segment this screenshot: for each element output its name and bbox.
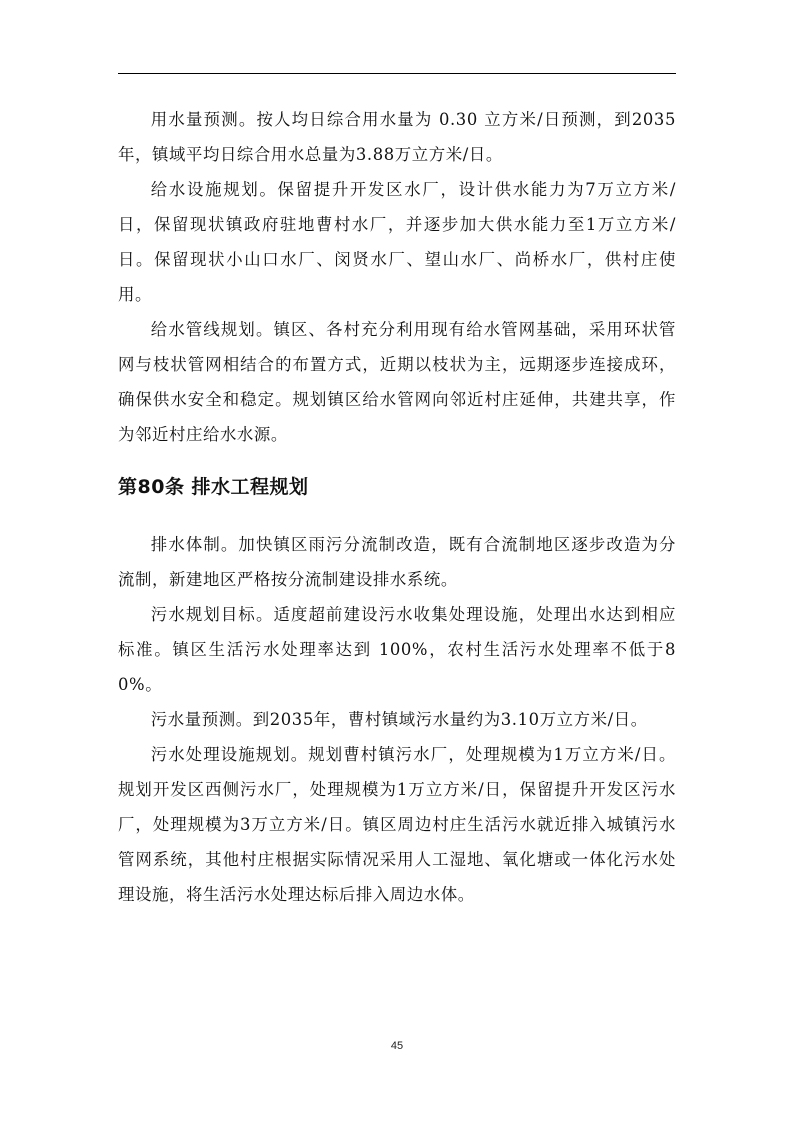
paragraph-sewage-facilities: 污水处理设施规划。规划曹村镇污水厂，处理规模为1万立方米/日。规划开发区西侧污水厂，处理规模为1万立方米/日，保留提升开发区污水厂，处理规模为3万立方米/日。镇区周边村庄生活污水就近排入城镇污水管网系统，其他村庄根据实际情况采用人工湿地、氧化塘或一体化污水处理设施，将生活污水处理达标后排入周边水体。 — [118, 745, 676, 904]
paragraph-water-demand-forecast: 用水量预测。按人均日综合用水量为 0.30 立方米/日预测，到2035年，镇域平均日综合用水总量为3.88万立方米/日。 — [118, 110, 676, 164]
header-rule — [118, 73, 676, 74]
paragraph-water-pipeline-plan: 给水管线规划。镇区、各村充分利用现有给水管网基础，采用环状管网与枝状管网相结合的布置方式，近期以枝状为主，远期逐步连接成环，确保供水安全和稳定。规划镇区给水管网向邻近村庄延伸，共建共享，作为邻近村庄给水水源。 — [118, 320, 676, 444]
paragraph-sewage-target: 污水规划目标。适度超前建设污水收集处理设施，处理出水达到相应标准。镇区生活污水处理率达到 100%，农村生活污水处理率不低于80%。 — [118, 605, 676, 694]
paragraph-drainage-system: 排水体制。加快镇区雨污分流制改造，既有合流制地区逐步改造为分流制，新建地区严格按分流制建设排水系统。 — [118, 535, 676, 589]
paragraph-water-supply-facilities: 给水设施规划。保留提升开发区水厂，设计供水能力为7万立方米/日，保留现状镇政府驻地曹村水厂，并逐步加大供水能力至1万立方米/日。保留现状小山口水厂、闵贤水厂、望山水厂、尚桥水厂，供村庄使用。 — [118, 180, 676, 304]
document-body — [118, 102, 676, 912]
section-heading-drainage: 第80条 排水工程规划 — [118, 476, 309, 498]
page-number: 45 — [390, 1040, 404, 1052]
paragraph-sewage-forecast: 污水量预测。到2035年，曹村镇域污水量约为3.10万立方米/日。 — [150, 710, 648, 729]
